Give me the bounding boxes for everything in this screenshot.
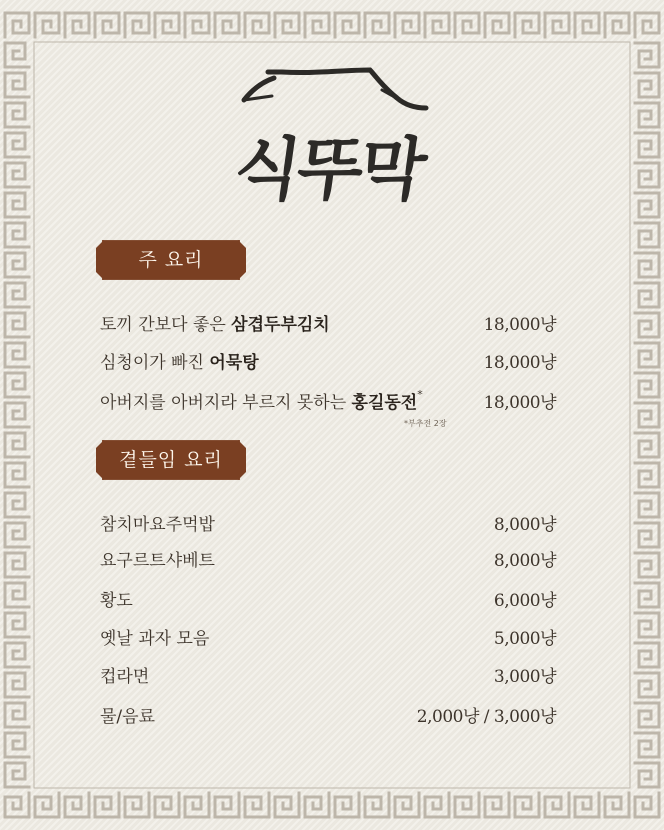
meander-tile [155, 793, 179, 817]
meander-tile [605, 793, 629, 817]
meander-tile [5, 433, 29, 457]
meander-tile [5, 553, 29, 577]
meander-tile [575, 13, 599, 37]
menu-item [100, 310, 556, 338]
meander-tile [5, 253, 29, 277]
meander-tile [5, 523, 29, 547]
meander-tile [635, 223, 659, 247]
meander-tile [635, 613, 659, 637]
menu-item-name: 옛날 과자 모음 [100, 629, 210, 649]
menu-item-price: 8,000냥 [493, 551, 556, 571]
menu-item [100, 388, 556, 416]
meander-tile [635, 463, 659, 487]
meander-tile [5, 733, 29, 757]
meander-tile [635, 493, 659, 517]
meander-tile [635, 703, 659, 727]
meander-tile [485, 13, 509, 37]
menu-item-name: 컵라면 [100, 667, 150, 687]
meander-tile [635, 163, 659, 187]
meander-tile [635, 43, 659, 67]
meander-tile [245, 13, 269, 37]
main-dishes-badge: 주 요리 [102, 240, 240, 280]
meander-tile [305, 13, 329, 37]
meander-tile [635, 673, 659, 697]
meander-tile [5, 103, 29, 127]
menu-item-price: 5,000냥 [493, 629, 556, 649]
meander-tile [5, 223, 29, 247]
menu-item-price: 2,000냥 / 3,000냥 [416, 707, 556, 727]
meander-tile [5, 493, 29, 517]
meander-tile [635, 583, 659, 607]
meander-tile [65, 13, 89, 37]
restaurant-title: 식뚜막 [229, 130, 429, 210]
meander-tile [515, 13, 539, 37]
menu-item-name: 요구르트샤베트 [100, 551, 215, 571]
meander-tile [5, 193, 29, 217]
meander-tile [425, 793, 449, 817]
menu-item-price: 18,000냥 [483, 353, 556, 373]
meander-tile [125, 13, 149, 37]
meander-tile [455, 13, 479, 37]
meander-tile [635, 733, 659, 757]
meander-tile [635, 433, 659, 457]
meander-tile [605, 13, 629, 37]
meander-tile [635, 523, 659, 547]
meander-tile [215, 793, 239, 817]
meander-tile [635, 313, 659, 337]
meander-tile [635, 793, 659, 817]
menu-item [100, 702, 556, 730]
menu-item-price: 6,000냥 [493, 591, 556, 611]
menu-note: *부추전 2장 [404, 419, 447, 428]
meander-tile [5, 463, 29, 487]
meander-tile [5, 313, 29, 337]
meander-tile [185, 13, 209, 37]
menu-item-name: 아버지를 아버지라 부르지 못하는 홍길동전* [100, 388, 423, 413]
meander-tile [35, 13, 59, 37]
meander-tile [635, 13, 659, 37]
side-dishes-badge: 곁들임 요리 [102, 440, 240, 480]
meander-tile [455, 793, 479, 817]
menu-item [100, 348, 556, 376]
meander-tile [545, 13, 569, 37]
meander-tile [5, 13, 29, 37]
meander-tile [485, 793, 509, 817]
meander-tile [35, 793, 59, 817]
meander-tile [305, 793, 329, 817]
logo [222, 60, 437, 220]
meander-tile [5, 793, 29, 817]
meander-tile [275, 793, 299, 817]
meander-tile [545, 793, 569, 817]
menu-item-name: 황도 [100, 591, 133, 611]
meander-tile [635, 73, 659, 97]
meander-tile [635, 373, 659, 397]
menu-item [100, 586, 556, 614]
meander-tile [125, 793, 149, 817]
meander-tile [335, 793, 359, 817]
meander-tile [515, 793, 539, 817]
meander-tile [185, 793, 209, 817]
meander-tile [575, 793, 599, 817]
meander-tile [395, 793, 419, 817]
meander-tile [5, 133, 29, 157]
meander-tile [5, 43, 29, 67]
meander-tile [95, 13, 119, 37]
meander-tile [155, 13, 179, 37]
meander-tile [635, 283, 659, 307]
meander-tile [365, 13, 389, 37]
meander-tile [5, 703, 29, 727]
meander-tile [5, 583, 29, 607]
meander-tile [5, 613, 29, 637]
meander-tile [635, 403, 659, 427]
meander-tile [215, 13, 239, 37]
meander-tile [5, 763, 29, 787]
menu-item [100, 510, 556, 538]
meander-tile [5, 73, 29, 97]
meander-tile [335, 13, 359, 37]
meander-tile [245, 793, 269, 817]
meander-tile [275, 13, 299, 37]
meander-tile [5, 643, 29, 667]
menu-item-price: 8,000냥 [493, 515, 556, 535]
meander-tile [5, 163, 29, 187]
menu-item [100, 624, 556, 652]
meander-tile [635, 343, 659, 367]
meander-tile [425, 13, 449, 37]
meander-tile [635, 643, 659, 667]
meander-tile [5, 343, 29, 367]
meander-tile [65, 793, 89, 817]
menu-item-name: 심청이가 빠진 어묵탕 [100, 353, 259, 373]
menu-item [100, 662, 556, 690]
meander-tile [635, 253, 659, 277]
meander-tile [5, 403, 29, 427]
menu-item-price: 18,000냥 [483, 315, 556, 335]
menu-item-name: 토끼 간보다 좋은 삼겹두부김치 [100, 315, 330, 335]
meander-tile [395, 13, 419, 37]
meander-tile [635, 193, 659, 217]
meander-tile [635, 553, 659, 577]
meander-tile [5, 373, 29, 397]
menu-item [100, 546, 556, 574]
meander-tile [635, 763, 659, 787]
menu-item-price: 18,000냥 [483, 393, 556, 413]
meander-tile [5, 283, 29, 307]
menu-item-price: 3,000냥 [493, 667, 556, 687]
meander-tile [95, 793, 119, 817]
meander-tile [365, 793, 389, 817]
meander-tile [5, 673, 29, 697]
menu-item-name: 참치마요주먹밥 [100, 515, 215, 535]
meander-tile [635, 133, 659, 157]
meander-tile [635, 103, 659, 127]
menu-item-name: 물/음료 [100, 707, 155, 727]
